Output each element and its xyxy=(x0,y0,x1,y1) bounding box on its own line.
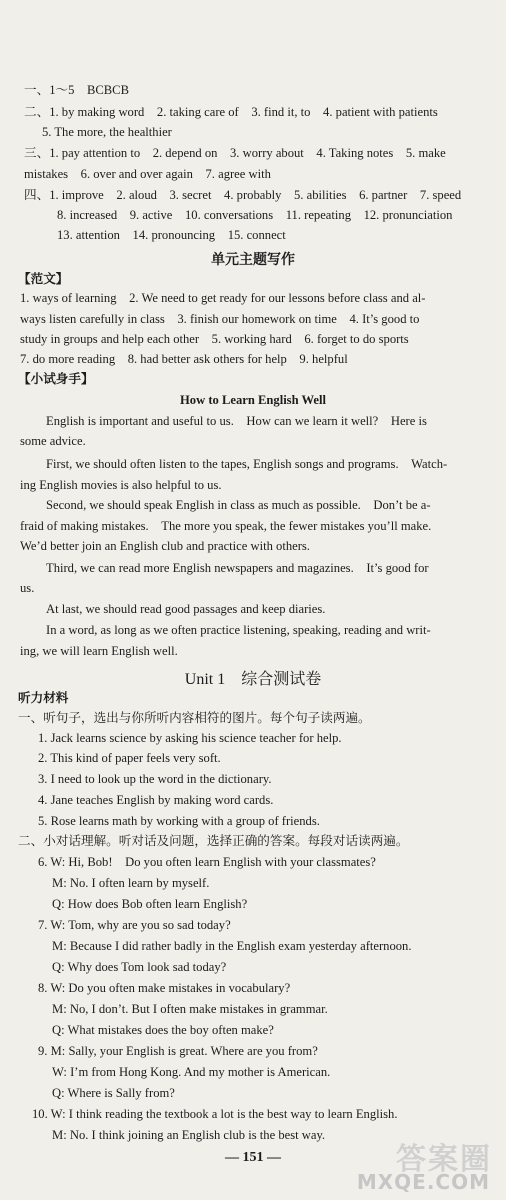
answer-line: 二、1. by making word 2. taking care of 3. find it, to 4. patient with patients xyxy=(24,105,438,119)
section-heading: 单元主题写作 xyxy=(211,253,295,268)
part-heading: 二、小对话理解。听对话及问题，选择正确的答案。每段对话读两遍。 xyxy=(18,834,409,848)
answer-line: 一、1～5 BCBCB xyxy=(24,83,129,97)
listening-item: 5. Rose learns math by working with a group of friends. xyxy=(38,814,320,828)
listening-label: 听力材料 xyxy=(18,691,69,705)
dialogue-line: 9. M: Sally, your English is great. Where are you from? xyxy=(38,1044,318,1058)
watermark-url: MXQE.COM xyxy=(356,1170,490,1194)
essay-line: First, we should often listen to the tapes, English songs and programs. Watch- xyxy=(46,457,448,471)
dialogue-line: W: I’m from Hong Kong. And my mother is American. xyxy=(52,1065,331,1079)
dialogue-line: 8. W: Do you often make mistakes in vocabulary? xyxy=(38,981,291,995)
dialogue-line: Q: How does Bob often learn English? xyxy=(52,897,248,911)
dialogue-line: M: Because I did rather badly in the English exam yesterday afternoon. xyxy=(52,939,412,953)
sample-line: ways listen carefully in class 3. finish our homework on time 4. It’s good to xyxy=(20,312,420,326)
answer-line: 三、1. pay attention to 2. depend on 3. worry about 4. Taking notes 5. make xyxy=(24,146,446,160)
dialogue-line: M: No. I often learn by myself. xyxy=(52,876,210,890)
essay-line: ing, we will learn English well. xyxy=(20,644,178,658)
dialogue-line: Q: What mistakes does the boy often make? xyxy=(52,1023,274,1037)
dialogue-line: 6. W: Hi, Bob! Do you often learn English with your classmates? xyxy=(38,855,376,869)
sample-line: study in groups and help each other 5. working hard 6. forget to do sports xyxy=(20,332,409,346)
answer-line: 13. attention 14. pronouncing 15. connect xyxy=(57,228,286,242)
sample-line: 7. do more reading 8. had better ask others for help 9. helpful xyxy=(20,352,348,366)
essay-line: ing English movies is also helpful to us. xyxy=(20,478,222,492)
essay-line: some advice. xyxy=(20,434,86,448)
dialogue-line: Q: Where is Sally from? xyxy=(52,1086,175,1100)
unit-title: Unit 1 综合测试卷 xyxy=(184,671,322,688)
sample-line: 1. ways of learning 2. We need to get ready for our lessons before class and al- xyxy=(20,291,426,305)
essay-line: We’d better join an English club and practice with others. xyxy=(20,539,310,553)
essay-line: fraid of making mistakes. The more you speak, the fewer mistakes you’ll make. xyxy=(20,519,432,533)
watermark-text: 答案圈 xyxy=(396,1142,492,1177)
dialogue-line: M: No, I don’t. But I often make mistakes in grammar. xyxy=(52,1002,328,1016)
dialogue-line: Q: Why does Tom look sad today? xyxy=(52,960,227,974)
dialogue-line: M: No. I think joining an English club is the best way. xyxy=(52,1128,326,1142)
answer-line: mistakes 6. over and over again 7. agree with xyxy=(24,167,271,181)
listening-item: 3. I need to look up the word in the dictionary. xyxy=(38,772,272,786)
answer-line: 5. The more, the healthier xyxy=(42,125,172,139)
essay-line: Second, we should speak English in class as much as possible. Don’t be a- xyxy=(46,498,431,512)
essay-line: Third, we can read more English newspapers and magazines. It’s good for xyxy=(46,561,429,575)
listening-item: 2. This kind of paper feels very soft. xyxy=(38,751,221,765)
sample-label: 【范文】 xyxy=(18,272,69,286)
essay-line: us. xyxy=(20,581,35,595)
part-heading: 一、听句子，选出与你所听内容相符的图片。每个句子读两遍。 xyxy=(18,711,371,725)
dialogue-line: 7. W: Tom, why are you so sad today? xyxy=(38,918,231,932)
dialogue-line: 10. W: I think reading the textbook a lot is the best way to learn English. xyxy=(32,1107,398,1121)
essay-line: In a word, as long as we often practice listening, speaking, reading and writ- xyxy=(46,623,431,637)
essay-line: At last, we should read good passages and keep diaries. xyxy=(46,602,326,616)
essay-title: How to Learn English Well xyxy=(179,393,326,407)
answer-line: 8. increased 9. active 10. conversations 11. repeating 12. pronunciation xyxy=(57,208,453,222)
listening-item: 1. Jack learns science by asking his science teacher for help. xyxy=(38,731,342,745)
listening-item: 4. Jane teaches English by making word cards. xyxy=(38,793,274,807)
answer-line: 四、1. improve 2. aloud 3. secret 4. probably 5. abilities 6. partner 7. speed xyxy=(24,188,462,202)
watermark-logo xyxy=(350,1134,500,1194)
page-number: — 151 — xyxy=(225,1150,281,1165)
essay-line: English is important and useful to us. How can we learn it well? Here is xyxy=(46,414,427,428)
try-label: 【小试身手】 xyxy=(18,372,94,386)
